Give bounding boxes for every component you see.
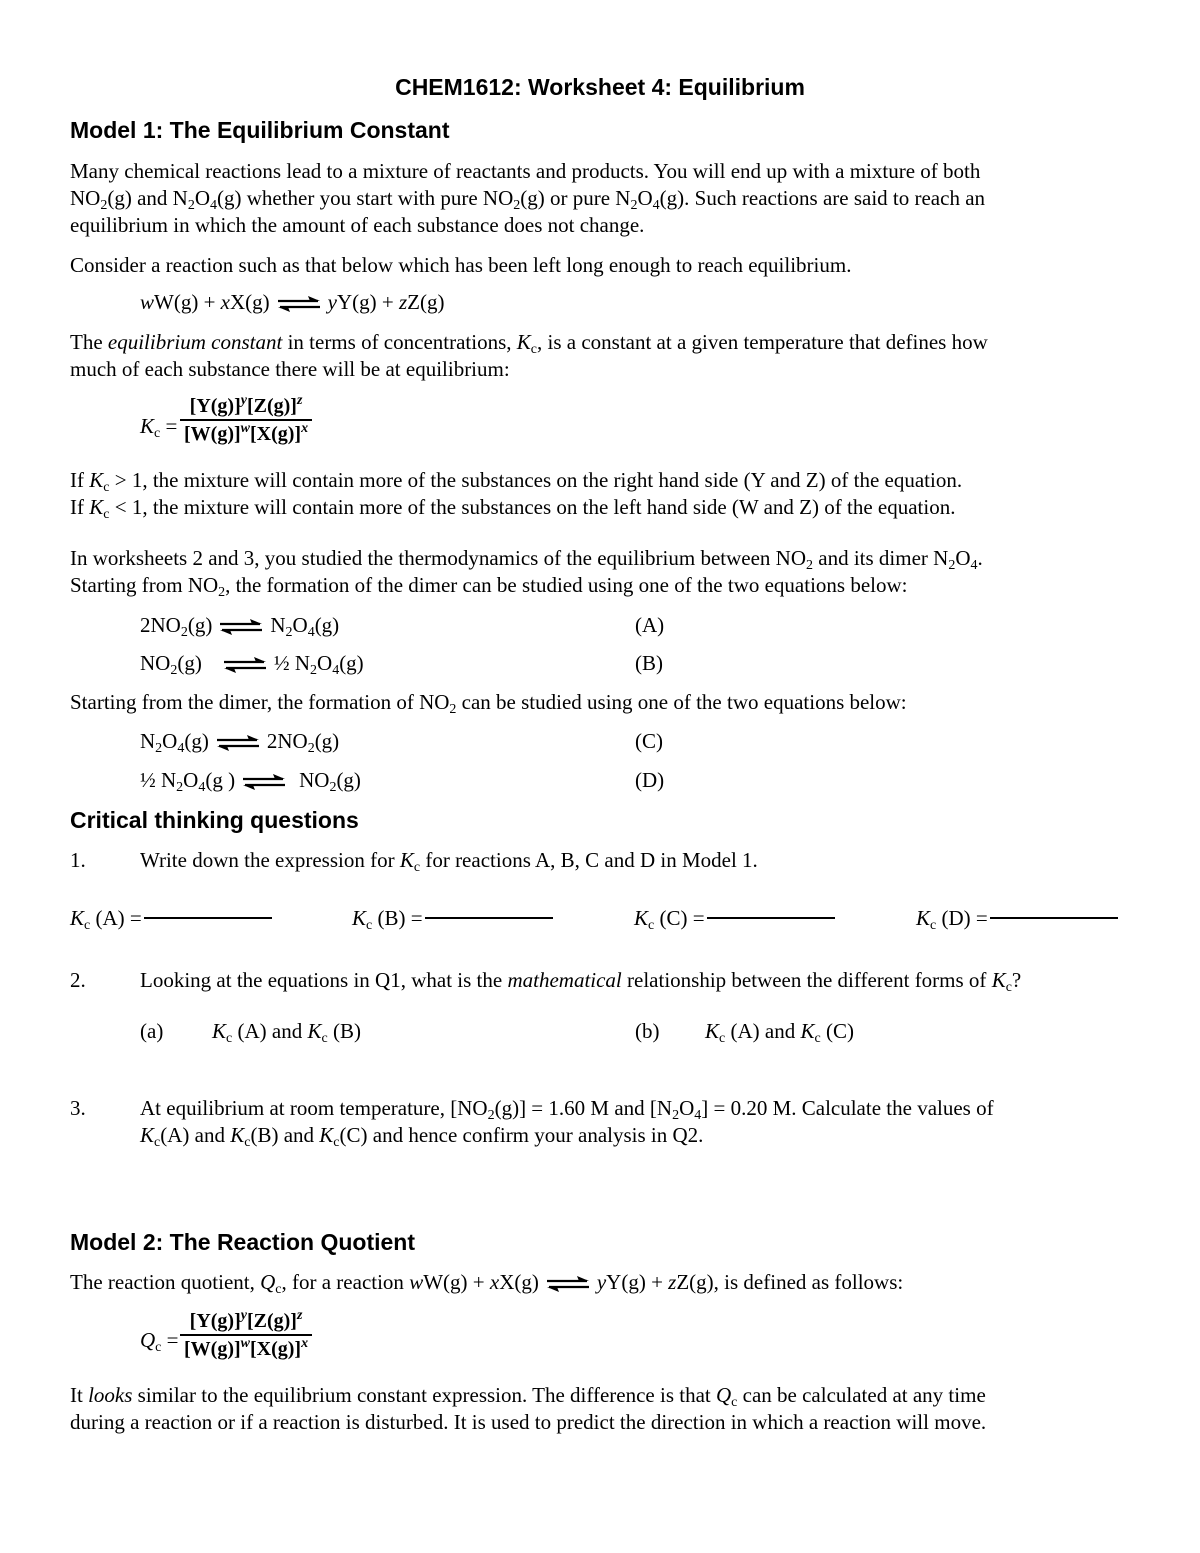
kc-numerator: $[Y(g)]^y[Z(g)]^z$ [180, 393, 312, 421]
qc-denominator: $[W(g)]^w[X(g)]^x$ [184, 1336, 309, 1360]
q3-line1: At equilibrium at room temperature, $[NO_2(g)] = 1.60$ M and $[N_2O_4] = 0.20$ M. Calculate the values of [140, 1096, 994, 1123]
model1-para1-line1: Many chemical reactions lead to a mixture of reactants and products. You will end up with a mixture of both [70, 159, 981, 183]
qc-numerator: $[Y(g)]^y[Z(g)]^z$ [180, 1308, 312, 1336]
equation-d-tag: (D) [635, 768, 665, 792]
kc-c-blank[interactable]: $K_c$ (C) = [634, 905, 835, 932]
model1-heading: Model 1: The Equilibrium Constant [70, 117, 450, 143]
kc-d-blank[interactable]: $K_c$ (D) = [916, 905, 1118, 932]
model1-para5: Starting from the dimer, the formation of $NO_2$ can be studied using one of the two equations below: [70, 690, 907, 717]
equilibrium-arrow-icon [276, 296, 322, 312]
equation-c-tag: (C) [635, 729, 663, 753]
kc-denominator: $[W(g)]^w[X(g)]^x$ [184, 421, 309, 445]
model1-para1-line3: equilibrium in which the amount of each substance does not change. [70, 213, 645, 237]
model2-intro: The reaction quotient, $Q_c$, for a reaction wW(g) + xX(g) yY(g) + zZ(g), is defined as follows: [70, 1270, 904, 1297]
model1-para3-line1: The equilibrium constant in terms of concentrations, $K_c$, is a constant at a given temperature that defines how [70, 330, 988, 357]
qc-fraction [180, 1308, 312, 1362]
qc-label: $Q_c$ = [140, 1328, 179, 1355]
kc-fraction [180, 393, 312, 447]
equilibrium-arrow-icon [222, 657, 268, 673]
equation-a-tag: (A) [635, 613, 665, 637]
general-equation: wW(g) + xX(g) yY(g) + zZ(g) [140, 290, 445, 314]
model1-para2: Consider a reaction such as that below which has been left long enough to reach equilibrium. [70, 253, 852, 277]
model1-para3-line2: much of each substance there will be at equilibrium: [70, 357, 510, 381]
answer-line[interactable] [990, 917, 1118, 919]
model1-para1-line2: $NO_2(g)$ and $N_2O_4(g)$ whether you start with pure $NO_2(g)$ or pure $N_2O_4(g)$. Such reactions are said to reach an [70, 186, 986, 213]
model1-para4-line1: In worksheets 2 and 3, you studied the thermodynamics of the equilibrium between $NO_2$ and its dimer $N_2O_4$. [70, 546, 983, 573]
ctq-heading: Critical thinking questions [70, 807, 359, 833]
model1-para4-line2: Starting from $NO_2$, the formation of the dimer can be studied using one of the two equations below: [70, 573, 908, 600]
q3-number: 3. [70, 1096, 86, 1120]
equation-c: $N_2O_4(g)$ $2NO_2(g)$ [140, 729, 340, 756]
equilibrium-arrow-icon [241, 774, 287, 790]
answer-line[interactable] [425, 917, 553, 919]
q2a-text: $K_c$ (A) and $K_c$ (B) [212, 1019, 361, 1046]
rule-kc-less: If $K_c < 1$, the mixture will contain more of the substances on the left hand side (W and Z) of the equation. [70, 495, 956, 522]
equilibrium-arrow-icon [218, 619, 264, 635]
q1-number: 1. [70, 848, 86, 872]
equilibrium-arrow-icon [215, 735, 261, 751]
equation-a: $2NO_2(g)$ $N_2O_4(g)$ [140, 613, 340, 640]
kc-label: $K_c$ = [140, 414, 178, 441]
q2b-tag: (b) [635, 1019, 660, 1043]
equation-b-tag: (B) [635, 651, 663, 675]
q2b-text: $K_c$ (A) and $K_c$ (C) [705, 1019, 854, 1046]
q2-text: Looking at the equations in Q1, what is the mathematical relationship between the different forms of $K_c$? [140, 968, 1022, 995]
answer-line[interactable] [707, 917, 835, 919]
rule-kc-greater: If $K_c > 1$, the mixture will contain more of the substances on the right hand side (Y and Z) of the equation. [70, 468, 963, 495]
kc-a-blank[interactable]: $K_c$ (A) = [70, 905, 272, 932]
model2-closing-line2: during a reaction or if a reaction is disturbed. It is used to predict the direction in which a reaction will move. [70, 1410, 987, 1434]
kc-b-blank[interactable]: $K_c$ (B) = [352, 905, 553, 932]
q2-number: 2. [70, 968, 86, 992]
equilibrium-arrow-icon [545, 1276, 591, 1292]
model2-heading: Model 2: The Reaction Quotient [70, 1229, 416, 1255]
q3-line2: $K_c(A)$ and $K_c(B)$ and $K_c(C)$ and hence confirm your analysis in Q2. [140, 1123, 704, 1150]
page-title: CHEM1612: Worksheet 4: Equilibrium [395, 74, 805, 100]
equation-b: $NO_2(g)$ ½ $N_2O_4(g)$ [140, 651, 364, 678]
q2a-tag: (a) [140, 1019, 164, 1043]
model2-closing-line1: It looks similar to the equilibrium constant expression. The difference is that $Q_c$ can be calculated at any time [70, 1383, 986, 1410]
q1-text: Write down the expression for $K_c$ for reactions A, B, C and D in Model 1. [140, 848, 758, 875]
answer-line[interactable] [144, 917, 272, 919]
equation-d: ½ $N_2O_4(g$ ) $NO_2(g)$ [140, 768, 361, 795]
